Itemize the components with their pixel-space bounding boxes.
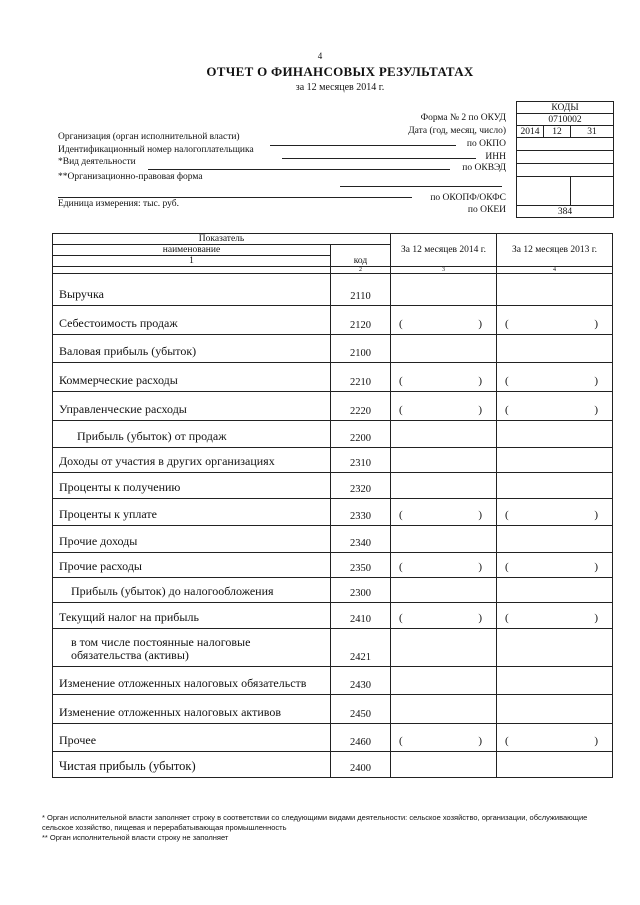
row-name: в том числе постоянные налоговые обязательства (активы) [71, 635, 251, 662]
activity-line [148, 169, 450, 170]
row-code: 2460 [350, 737, 371, 748]
row-name: Прочее [59, 733, 97, 747]
row-name: Чистая прибыль (убыток) [59, 759, 196, 773]
value-2013: ( ) [497, 603, 613, 629]
row-code: 2340 [350, 538, 371, 549]
value-2013 [497, 629, 613, 667]
value-2013 [497, 695, 613, 724]
value-2014 [391, 695, 497, 724]
okved-code [517, 164, 614, 177]
row-name: Управленческие расходы [59, 402, 187, 416]
okopf-label: по ОКОПФ/ОКФС [430, 193, 506, 203]
table-row [53, 448, 613, 473]
table-row [53, 724, 613, 752]
table-row [53, 695, 613, 724]
col-number-3: 3 [391, 267, 497, 274]
table-row [53, 629, 613, 667]
value-2013 [497, 473, 613, 499]
inn-line [282, 158, 476, 159]
value-2014 [391, 526, 497, 553]
col-number-1: 1 [53, 256, 331, 267]
value-2014 [391, 274, 497, 306]
row-name: Выручка [59, 287, 104, 301]
value-2013 [497, 274, 613, 306]
legal-form-line-2 [58, 197, 412, 198]
value-2013: ( ) [497, 363, 613, 392]
footnote-2: ** Орган исполнительной власти строку не заполняет [42, 833, 229, 842]
row-name: Доходы от участия в других организациях [59, 454, 275, 468]
row-code: 2450 [350, 709, 371, 720]
okei-label: по ОКЕИ [467, 205, 506, 215]
value-2014: ( ) [391, 306, 497, 335]
table-row [53, 363, 613, 392]
table-row [53, 306, 613, 335]
value-2013: ( ) [497, 724, 613, 752]
table-row [53, 578, 613, 603]
col-number-4: 4 [497, 267, 613, 274]
table-row [53, 667, 613, 695]
row-name: Текущий налог на прибыль [59, 610, 199, 624]
row-name: Себестоимость продаж [59, 316, 178, 330]
okei-code: 384 [517, 206, 614, 218]
footnote-1: * Орган исполнительной власти заполняет строку в соответствии со следующими видами деятельности: сельское хозяйство, организации, обслуживающие сельское хозяйство, пищевая и перерабатывающая промышленность [42, 813, 588, 832]
report-period: за 12 месяцев 2014 г. [295, 82, 385, 93]
row-name: Изменение отложенных налоговых обязательств [59, 676, 307, 690]
row-code: 2400 [350, 763, 371, 774]
col-2014-header: За 12 месяцев 2014 г. [391, 234, 497, 267]
value-2014: ( ) [391, 363, 497, 392]
col-2013-header: За 12 месяцев 2013 г. [497, 234, 613, 267]
table-row [53, 752, 613, 778]
org-line [270, 145, 456, 146]
value-2014: ( ) [391, 724, 497, 752]
value-2014: ( ) [391, 499, 497, 526]
value-2013 [497, 335, 613, 363]
row-code: 2100 [350, 348, 371, 359]
inn-id-label: Идентификационный номер налогоплательщика [58, 145, 254, 155]
table-row [53, 392, 613, 421]
row-code: 2220 [350, 406, 371, 417]
row-code: 2310 [350, 458, 371, 469]
row-code: 2410 [350, 614, 371, 625]
value-2014 [391, 667, 497, 695]
value-2014 [391, 578, 497, 603]
okpo-label: по ОКПО [466, 139, 506, 149]
table-row [53, 553, 613, 578]
value-2013 [497, 667, 613, 695]
table-row [53, 473, 613, 499]
value-2014 [391, 629, 497, 667]
okfs-code [571, 177, 614, 206]
table-row [53, 335, 613, 363]
table-row [53, 421, 613, 448]
value-2013: ( ) [497, 553, 613, 578]
codes-box [516, 101, 614, 218]
row-name: Валовая прибыль (убыток) [59, 344, 197, 358]
financial-results-table [52, 233, 613, 778]
row-name: Прибыль (убыток) до налогообложения [71, 584, 274, 598]
row-code: 2350 [350, 563, 371, 574]
date-label: Дата (год, месяц, число) [408, 126, 506, 136]
row-name: Проценты к получению [59, 480, 181, 494]
value-2013 [497, 421, 613, 448]
value-2013: ( ) [497, 392, 613, 421]
value-2014 [391, 448, 497, 473]
row-name: Прочие расходы [59, 559, 142, 573]
org-label: Организация (орган исполнительной власти) [58, 132, 240, 142]
row-code: 2300 [350, 588, 371, 599]
codes-header: КОДЫ [517, 102, 614, 114]
row-name: Проценты к уплате [59, 507, 157, 521]
form-label: Форма № 2 по ОКУД [420, 113, 506, 123]
value-2013 [497, 526, 613, 553]
table-row [53, 526, 613, 553]
row-code: 2430 [350, 680, 371, 691]
okopf-code [517, 177, 571, 206]
row-name: Изменение отложенных налоговых активов [59, 705, 282, 719]
row-name: Коммерческие расходы [59, 373, 178, 387]
report-title: ОТЧЕТ О ФИНАНСОВЫХ РЕЗУЛЬТАТАХ [206, 64, 474, 79]
value-2013: ( ) [497, 499, 613, 526]
col-number-2: 2 [331, 267, 391, 274]
unit-label: Единица измерения: тыс. руб. [58, 199, 179, 209]
date-year: 2014 [517, 126, 544, 138]
table-row [53, 499, 613, 526]
okved-label: по ОКВЭД [462, 163, 506, 173]
row-code: 2330 [350, 511, 371, 522]
code-header: код [331, 245, 391, 267]
value-2014: ( ) [391, 603, 497, 629]
legal-form-line-1 [340, 186, 502, 187]
footnotes [42, 813, 602, 843]
col-number-1b [53, 267, 331, 274]
value-2014: ( ) [391, 392, 497, 421]
row-code: 2421 [350, 652, 371, 663]
value-2014 [391, 473, 497, 499]
row-code: 2120 [350, 320, 371, 331]
activity-label: *Вид деятельности [58, 157, 136, 167]
value-2014 [391, 335, 497, 363]
inn-code [517, 151, 614, 164]
okud-code: 0710002 [517, 114, 614, 126]
value-2013: ( ) [497, 306, 613, 335]
value-2013 [497, 578, 613, 603]
inn-label: ИНН [485, 152, 506, 162]
row-name: Прочие доходы [59, 534, 138, 548]
page-number: 4 [317, 51, 323, 61]
table-row [53, 603, 613, 629]
row-name: Прибыль (убыток) от продаж [77, 429, 227, 443]
date-day: 31 [571, 126, 614, 138]
row-code: 2320 [350, 484, 371, 495]
table-row [53, 274, 613, 306]
value-2014: ( ) [391, 553, 497, 578]
indicator-header: Показатель [53, 234, 391, 245]
row-code: 2110 [350, 291, 371, 302]
row-code: 2200 [350, 433, 371, 444]
value-2014 [391, 752, 497, 778]
value-2013 [497, 448, 613, 473]
date-month: 12 [544, 126, 571, 138]
value-2013 [497, 752, 613, 778]
value-2014 [391, 421, 497, 448]
legal-form-label: **Организационно-правовая форма [58, 172, 203, 182]
okpo-code [517, 138, 614, 151]
row-code: 2210 [350, 377, 371, 388]
name-header: наименование [53, 245, 331, 256]
